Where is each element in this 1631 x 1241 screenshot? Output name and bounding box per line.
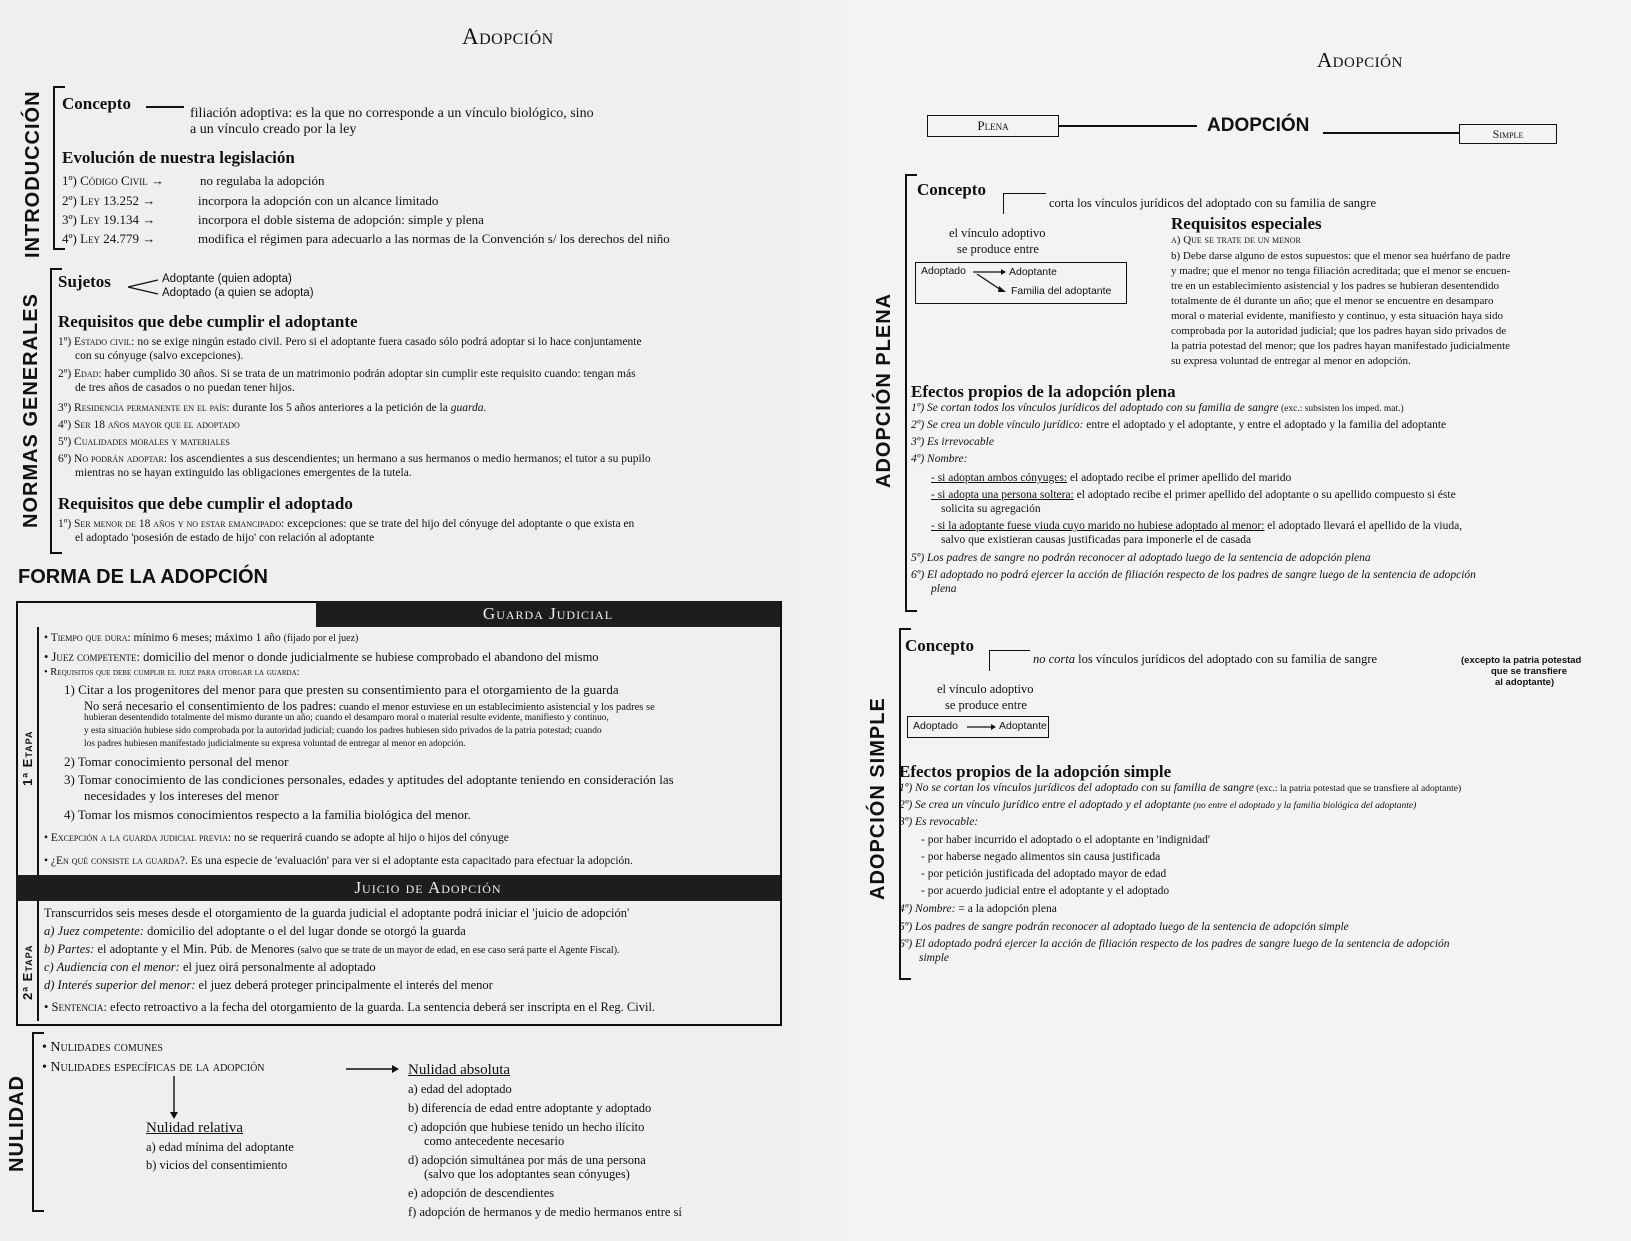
requisitos-especiales-heading: Requisitos especiales <box>1171 214 1322 233</box>
concepto-definition-2: a un vínculo creado por la ley <box>190 122 357 137</box>
nulidad-absoluta-item: d) adopción simultánea por más de una persona <box>408 1153 646 1167</box>
req-adoptante-5: 5º) Cualidades morales y materiales <box>58 436 230 448</box>
guarda-title-bar: Guarda Judicial <box>316 601 780 627</box>
efecto-plena-3: 3º) Es irrevocable <box>911 436 994 448</box>
guarda-paso-3: 3) Tomar conocimiento de las condiciones personales, edades y aptitudes del adoptante teniendo en consideración las <box>64 772 674 787</box>
revocable-item: - por acuerdo judicial entre el adoptante y el adoptado <box>921 885 1170 897</box>
guarda-paso-1: 1) Citar a los progenitores del menor para que presten su consentimiento para el otorgamiento de la guarda <box>64 682 619 697</box>
etapa-divider <box>37 627 39 875</box>
arrow-right-icon <box>344 1062 400 1076</box>
nulidad-absoluta-item: a) edad del adoptado <box>408 1082 512 1096</box>
nulidad-absoluta-item: c) adopción que hubiese tenido un hecho ilícito <box>408 1120 645 1134</box>
bracket-nulidad <box>32 1032 44 1212</box>
juicio-sentencia: • Sentencia: efecto retroactivo a la fecha del otorgamiento de la guarda. La sentencia deberá ser inscripta en el Reg. Civil. <box>44 1000 656 1014</box>
simple-box: Simple <box>1459 124 1557 144</box>
requisito-b: moral o material evidente, manifiesto y continuo, y esta situación haya sido <box>1171 310 1504 322</box>
juicio-a: a) Juez competente: domicilio del adoptante o el del lugar donde se otorgó la guarda <box>44 924 466 938</box>
requisito-b: totalmente de él durante un año; que el menor se encuentre en desamparo <box>1171 295 1494 307</box>
plena-concepto-label: Concepto <box>917 180 986 199</box>
nulidad-absoluta-heading: Nulidad absoluta <box>408 1062 511 1078</box>
plena-diagram-familia: Familia del adoptante <box>1011 285 1112 297</box>
section-label-nulidad: NULIDAD <box>6 1075 28 1172</box>
req-adoptante-6b: mientras no se hayan extinguido las obligaciones emergentes de la tutela. <box>75 467 412 479</box>
evolucion-item: 3º) Ley 19.134 → <box>62 212 156 227</box>
arrow-down-icon <box>168 1076 180 1120</box>
simple-diagram-adoptado: Adoptado <box>913 720 958 732</box>
req-adoptado-1: 1º) Ser menor de 18 años y no estar emancipado: excepciones: que se trate del hijo del cónyuge del adoptante o que exista en <box>58 518 635 530</box>
plena-vinculo-1: el vínculo adoptivo <box>949 226 1046 240</box>
plena-diagram-arrows-icon <box>971 264 1007 296</box>
etapa1-label: 1ª Etapa <box>20 730 35 786</box>
plena-vinculo-2: se produce entre <box>957 242 1039 256</box>
req-adoptante-2b: de tres años de casados o no puedan tener hijos. <box>75 382 295 394</box>
juicio-d: d) Interés superior del menor: el juez deberá proteger principalmente el interés del menor <box>44 978 493 992</box>
req-adoptado-1b: el adoptado 'posesión de estado de hijo' con relación al adoptante <box>75 532 375 544</box>
nombre-2: - si adopta una persona soltera: el adoptado recibe el primer apellido del adoptante o su apellido compuesto si éste <box>931 489 1456 501</box>
req-adoptante-6: 6º) No podrán adoptar: los ascendientes a sus descendientes; un hermano a sus hermanos o medio hermanos; el tutor a su pupilo <box>58 453 651 465</box>
requisito-b: su expresa voluntad de entregar al menor en adopción. <box>1171 355 1411 367</box>
revocable-item: - por haberse negado alimentos sin causa justificada <box>921 851 1161 863</box>
section-label-introduccion: INTRODUCCIÓN <box>22 90 44 258</box>
guarda-tiempo: • Tiempo que dura: mínimo 6 meses; máximo 1 año (fijado por el juez) <box>44 632 359 644</box>
efecto-plena-2: 2º) Se crea un doble vínculo jurídico: entre el adoptado y el adoptante, y entre el adoptado y la familia del adoptante <box>911 419 1447 431</box>
guarda-paso-1-excepcion: No será necesario el consentimiento de los padres: cuando el menor estuviese en un establecimiento asistencial y los padres se <box>84 699 655 713</box>
efecto-simple-6b: simple <box>919 952 950 964</box>
simple-no-corta: no corta los vínculos jurídicos del adoptado con su familia de sangre <box>1033 652 1378 666</box>
simple-excepto: (excepto la patria potestad <box>1461 655 1582 666</box>
req-adoptante-heading: Requisitos que debe cumplir el adoptante <box>58 312 358 331</box>
evolucion-desc: incorpora el doble sistema de adopción: simple y plena <box>198 212 484 227</box>
nulidad-absoluta-item: e) adopción de descendientes <box>408 1186 555 1200</box>
req-adoptante-1b: con su cónyuge (salvo excepciones). <box>75 350 244 362</box>
guarda-excepcion: • Excepción a la guarda judicial previa: no se requerirá cuando se adopte al hijo o hijos del cónyuge <box>44 832 509 844</box>
evolucion-heading: Evolución de nuestra legislación <box>62 148 295 167</box>
nulidad-absoluta-item: como antecedente necesario <box>424 1134 565 1148</box>
juicio-intro: Transcurridos seis meses desde el otorgamiento de la guarda judicial el adoptante podrá iniciar el 'juicio de adopción' <box>44 906 630 920</box>
efectos-simple-heading: Efectos propios de la adopción simple <box>899 762 1172 781</box>
sujeto-adoptante: Adoptante (quien adopta) <box>162 273 292 285</box>
guarda-que-consiste: • ¿En qué consiste la guarda?. Es una especie de 'evaluación' para ver si el adoptante esta capacitado para efectuar la adopción. <box>44 855 633 867</box>
concepto-definition-1: filiación adoptiva: es la que no corresponde a un vínculo biológico, sino <box>190 106 594 121</box>
efecto-plena-1: 1º) Se cortan todos los vínculos jurídicos del adoptado con su familia de sangre (exc.: subsisten los imped. mat.) <box>911 402 1404 414</box>
nulidad-relativa-item: b) vicios del consentimiento <box>146 1158 288 1172</box>
nombre-3b: salvo que existieran causas justificadas para imponerle el de casada <box>941 534 1252 546</box>
nulidad-relativa-heading: Nulidad relativa <box>146 1120 244 1136</box>
simple-diagram-adoptante: Adoptante <box>999 720 1047 732</box>
efectos-plena-heading: Efectos propios de la adopción plena <box>911 382 1176 401</box>
requisito-b: tre en un establecimiento asistencial y los padres se hubieran desentendido <box>1171 280 1500 292</box>
concepto-connector <box>146 106 184 108</box>
etapa2-label: 2ª Etapa <box>20 944 35 1000</box>
nulidad-absoluta-item: b) diferencia de edad entre adoptante y adoptado <box>408 1101 652 1115</box>
efecto-plena-6: 6º) El adoptado no podrá ejercer la acción de filiación respecto de los padres de sangre luego de la sentencia de adopción <box>911 569 1476 581</box>
evolucion-item: 1º) Código Civil → <box>62 173 164 188</box>
req-adoptante-1: 1º) Estado civil: no se exige ningún estado civil. Pero si el adoptante fuera casado sólo podrá adoptar si lo hace conjuntamente <box>58 336 642 348</box>
etapa2-divider <box>37 901 39 1021</box>
efecto-simple-5: 5º) Los padres de sangre podrán reconocer al adoptado luego de la sentencia de adopción simple <box>899 921 1349 933</box>
nulidad-absoluta-item: (salvo que los adoptantes sean cónyuges) <box>424 1167 630 1181</box>
sujetos-label: Sujetos <box>58 272 111 291</box>
evolucion-desc: incorpora la adopción con un alcance limitado <box>198 193 439 208</box>
forma-heading: FORMA DE LA ADOPCIÓN <box>18 566 268 588</box>
simple-excepto: que se transfiere <box>1491 666 1568 677</box>
guarda-requisitos: • Requisitos que debe cumplir el juez para otorgar la guarda: <box>44 667 300 678</box>
guarda-paso-1-d: hubieran desentendido totalmente del mismo durante un año; cuando el desamparo moral o material resulte evidente, manifiesto y continuo, <box>84 713 609 723</box>
sujeto-adoptado: Adoptado (a quien se adopta) <box>162 287 314 299</box>
efecto-simple-3: 3º) Es revocable: <box>899 816 979 828</box>
guarda-paso-1-e: y esta situación hubiese sido comprobada por la autoridad judicial; cuando los padres hubiesen sido privados de la patria potestad; cuando <box>84 726 602 736</box>
section-label-adopcion-simple: ADOPCIÓN SIMPLE <box>867 697 889 900</box>
simple-vinculo-1: el vínculo adoptivo <box>937 682 1034 696</box>
evolucion-desc: no regulaba la adopción <box>200 173 325 188</box>
section-label-adopcion-plena: ADOPCIÓN PLENA <box>873 292 895 488</box>
plena-concepto-connector <box>1003 193 1046 214</box>
nulidades-especificas: • Nulidades específicas de la adopción <box>42 1060 265 1075</box>
sujetos-arrows-icon <box>126 276 160 298</box>
section-label-normas-generales: NORMAS GENERALES <box>20 293 42 528</box>
revocable-item: - por petición justificada del adoptado mayor de edad <box>921 868 1167 880</box>
nulidad-absoluta-item: f) adopción de hermanos y de medio hermanos entre sí <box>408 1205 682 1219</box>
nombre-3: - si la adoptante fuese viuda cuyo marido no hubiese adoptado al menor: el adoptado llevará el apellido de la viuda, <box>931 520 1463 532</box>
nombre-1: - si adoptan ambos cónyuges: el adoptado recibe el primer apellido del marido <box>931 472 1292 484</box>
simple-excepto: al adoptante) <box>1495 677 1555 688</box>
efecto-plena-6b: plena <box>931 583 957 595</box>
evolucion-desc: modifica el régimen para adecuarlo a las normas de la Convención s/ los derechos del niño <box>198 231 670 246</box>
req-adoptado-heading: Requisitos que debe cumplir el adoptado <box>58 494 353 513</box>
efecto-simple-6: 6º) El adoptado podrá ejercer la acción de filiación respecto de los padres de sangre luego de la sentencia de adopción <box>899 938 1450 950</box>
page-title: Adopción <box>462 24 554 49</box>
nulidades-comunes: • Nulidades comunes <box>42 1040 163 1055</box>
guarda-juez: • Juez competente: domicilio del menor o donde judicialmente se hubiese comprobado el abandono del mismo <box>44 650 599 664</box>
plena-box: Plena <box>927 115 1059 137</box>
efecto-simple-1: 1º) No se cortan los vínculos jurídicos del adoptado con su familia de sangre (exc.: la patria potestad que se transfiere al adoptante) <box>899 782 1462 794</box>
juicio-c: c) Audiencia con el menor: el juez oirá personalmente al adoptado <box>44 960 376 974</box>
revocable-item: - por haber incurrido el adoptado o el adoptante en 'indignidad' <box>921 834 1210 846</box>
guarda-paso-1-f: los padres hubiesen manifestado judicialmente su expresa voluntad de entregar al menor en adopción. <box>84 739 466 749</box>
adopcion-center-label: ADOPCIÓN <box>1207 115 1310 136</box>
efecto-plena-5: 5º) Los padres de sangre no podrán reconocer al adoptado luego de la sentencia de adopción plena <box>911 552 1371 564</box>
guarda-paso-4: 4) Tomar los mismos conocimientos respecto a la familia biológica del menor. <box>64 807 471 822</box>
evolucion-item: 2º) Ley 13.252 → <box>62 193 156 208</box>
req-adoptante-2: 2º) Edad: haber cumplido 30 años. Si se trata de un matrimonio podrán adoptar sin cumplir este requisito cuando: tengan más <box>58 368 636 380</box>
simple-concepto-connector <box>989 650 1030 671</box>
plena-diagram-adoptado: Adoptado <box>921 265 966 277</box>
juicio-title-bar: Juicio de Adopción <box>16 875 780 901</box>
requisito-b: b) Debe darse alguno de estos supuestos: que el menor sea huérfano de padre <box>1171 250 1511 262</box>
req-adoptante-4: 4º) Ser 18 años mayor que el adoptado <box>58 419 240 431</box>
evolucion-item: 4º) Ley 24.779 → <box>62 231 156 246</box>
diagram-line-right <box>1323 132 1459 134</box>
guarda-paso-2: 2) Tomar conocimiento personal del menor <box>64 754 289 769</box>
guarda-paso-3b: necesidades y los intereses del menor <box>84 788 279 803</box>
req-adoptante-3: 3º) Residencia permanente en el país: durante los 5 años anteriores a la petición de la guarda. <box>58 402 487 414</box>
efecto-simple-2: 2º) Se crea un vínculo jurídico entre el adoptado y el adoptante (no entre el adoptado y la familia biológica del adoptante) <box>899 799 1417 811</box>
simple-concepto-label: Concepto <box>905 636 974 655</box>
left-page <box>0 0 800 1241</box>
requisito-b: la patria potestad del menor; que los padres hayan manifestado judicialmente <box>1171 340 1511 352</box>
simple-vinculo-2: se produce entre <box>945 698 1027 712</box>
requisito-b: comprobada por la autoridad judicial; que los padres hayan sido privados de <box>1171 325 1507 337</box>
efecto-simple-4: 4º) Nombre: = a la adopción plena <box>899 903 1057 915</box>
plena-diagram-adoptante: Adoptante <box>1009 266 1057 278</box>
requisito-a: a) Que se trate de un menor <box>1171 234 1301 246</box>
concepto-label: Concepto <box>62 94 131 113</box>
nombre-2b: solicita su agregación <box>941 503 1041 515</box>
simple-diagram-arrow-icon <box>965 721 997 733</box>
juicio-b: b) Partes: el adoptante y el Min. Púb. de Menores (salvo que se trate de un mayor de edad, en ese caso será parte el Agente Fiscal). <box>44 942 620 956</box>
requisito-b: y madre; que el menor no tenga filiación acreditada; que el menor se encuen- <box>1171 265 1511 277</box>
efecto-plena-4: 4º) Nombre: <box>911 453 968 465</box>
right-page <box>845 0 1631 1241</box>
diagram-line-left <box>1059 125 1197 127</box>
plena-corta: corta los vínculos jurídicos del adoptado con su familia de sangre <box>1049 196 1376 210</box>
page-title: Adopción <box>1317 48 1403 72</box>
nulidad-relativa-item: a) edad mínima del adoptante <box>146 1140 294 1154</box>
